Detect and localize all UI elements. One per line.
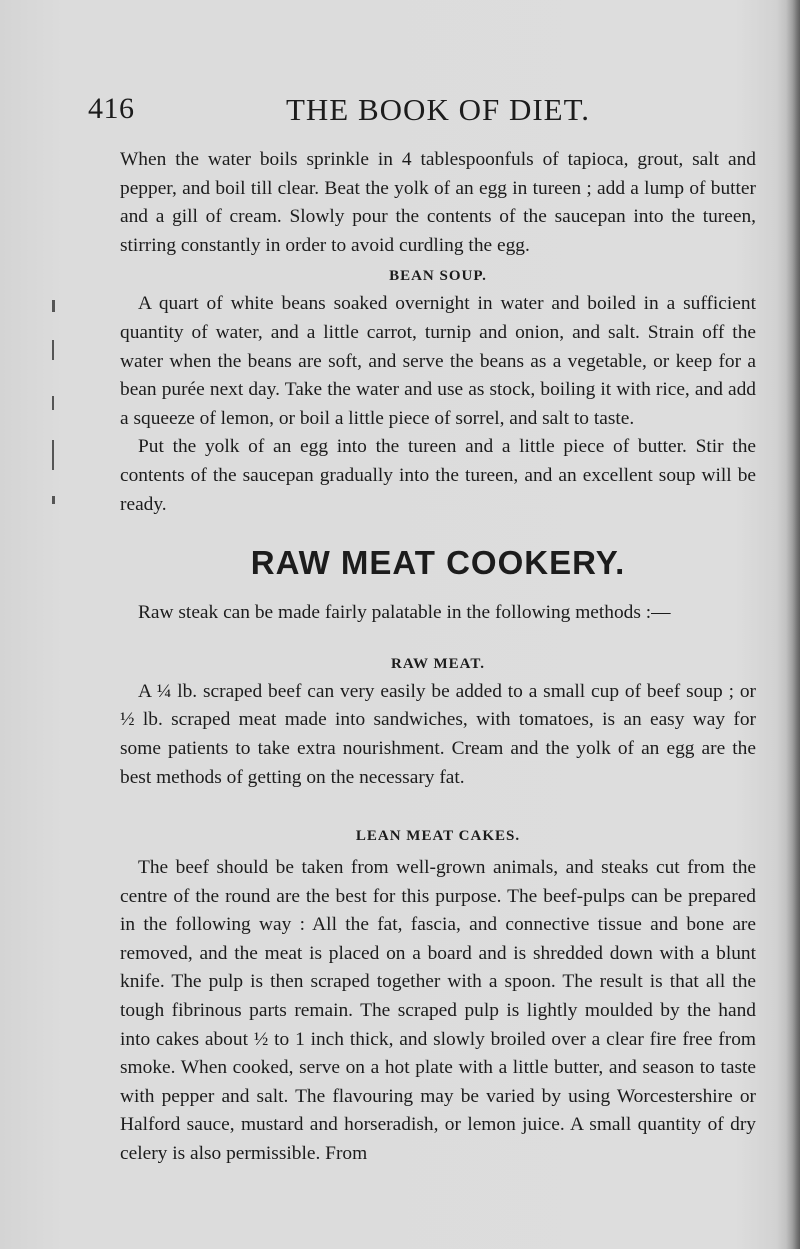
raw-meat-cookery-heading: RAW MEAT COOKERY.	[250, 544, 626, 582]
bean-soup-paragraph-1: A quart of white beans soaked overnight in water and boiled in a sufficient quantity of water, and a little carrot, turnip and onion, and salt. Strain off the water when the beans are soft, and serve the beans as a vegetable, or keep for a bean purée next day. Take the water and use as stock, boiling it with rice, and add a squeeze of lemon, or boil a little piece of sorrel, and salt to taste.	[120, 293, 756, 429]
raw-meat-paragraph: A ¼ lb. scraped beef can very easily be added to a small cup of beef soup ; or ½ lb. scraped meat made into sandwiches, with tomatoes, is an easy way for some patients to take extra nourishment. Cream and the yolk of an egg are the best methods of getting on the necessary fat.	[120, 680, 756, 788]
raw-meat-cookery-intro: Raw steak can be made fairly palatable in the following methods :—	[138, 602, 671, 624]
margin-marks	[52, 300, 58, 520]
page-edge-shadow	[786, 0, 800, 1249]
page-header	[88, 92, 758, 132]
raw-meat-heading: RAW MEAT.	[390, 655, 485, 672]
page-number: 416	[88, 92, 135, 125]
bean-soup-heading: BEAN SOUP.	[389, 268, 487, 285]
page-body	[120, 146, 756, 1169]
running-title: THE BOOK OF DIET.	[285, 92, 590, 127]
lean-meat-cakes-heading: LEAN MEAT CAKES.	[355, 828, 521, 845]
lean-meat-cakes-paragraph: The beef should be taken from well-grown animals, and steaks cut from the centre of the round are the best for this purpose. The beef-pulps can be prepared in the following way : All the fat, fascia, and connective tissue and bone are removed, and the meat is placed on a board and is shredded down with a blunt knife. The pulp is then scraped together with a spoon. The result is that all the tough fibrinous parts remain. The scraped pulp is lightly moulded by the hand into cakes about ½ to 1 inch thick, and slowly broiled over a clear fire free from smoke. When cooked, serve on a hot plate with a little butter, and season to taste with pepper and salt. The flavouring may be varied by using Worcestershire or Halford sauce, mustard and horseradish, or lemon juice. A small quantity of dry celery is also permissible. From	[120, 857, 756, 1165]
bean-soup-paragraph-2: Put the yolk of an egg into the tureen and a little piece of butter. Stir the contents of the saucepan gradually into the tureen, and an excellent soup will be ready.	[120, 436, 756, 515]
intro-paragraph: When the water boils sprinkle in 4 tablespoonfuls of tapioca, grout, salt and pepper, and boil till clear. Beat the yolk of an egg in tureen ; add a lump of butter and a gill of cream. Slowly pour the contents of the saucepan into the tureen, stirring constantly in order to avoid curdling the egg.	[120, 149, 756, 256]
